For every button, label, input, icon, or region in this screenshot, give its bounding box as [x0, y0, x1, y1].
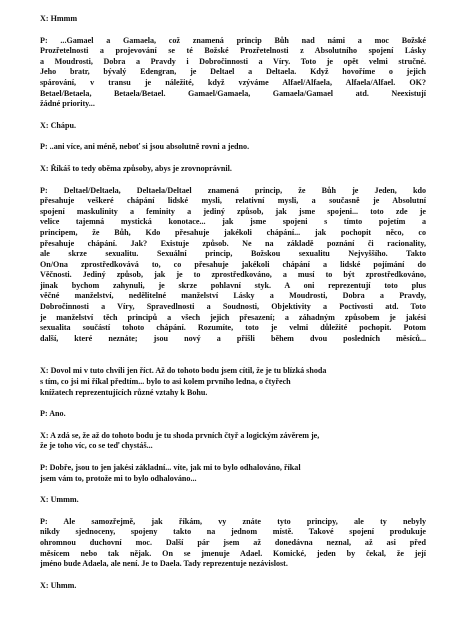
- text-line: X: A zdá se, že až do tohoto bodu je tu shoda prvních čtyř a logickým závěrem je,: [40, 430, 320, 440]
- text-line: a Moudrosti, Dobra a Pravdy i Dobročinnosti a Víry. Toto je opět velmi stručné.: [40, 56, 426, 66]
- paragraph-gap: [40, 131, 426, 142]
- text-line: je manželství těch principů a všech jejich přesazení; a záhadným způsobem je jakési: [40, 312, 426, 322]
- text-line: X: Uhmm.: [40, 580, 77, 590]
- text-line: spojení maskulinity a feminity a jediný způsob, jak jsme spojeni... toto zde je: [40, 206, 426, 216]
- text-line: ohromnou duchovní moc. Další pár jsem až donedávna neznal, až asi před: [40, 537, 426, 547]
- text-line: Prozřetelnosti a projevování se té Božské Prozřetelnosti z Absolutního spojení Lásky: [40, 46, 426, 56]
- text-line: sexualita součástí tohoto chápání. Rozumíte, toto je velmi důležité pochopit. Potom: [40, 323, 426, 333]
- paragraph-gap: [40, 355, 426, 366]
- text-line: s tím, co jsi mi říkal předtím... bylo to asi kolem prvního ledna, o čtyřech: [40, 377, 291, 387]
- text-line: jsem vám to, protože mi to bylo odhalováno...: [40, 473, 197, 483]
- text-line: P: ...Gamael a Gamaela, což znamená princip Bůh nad námi a moc Božské: [40, 35, 426, 45]
- text-line: ale skrze sexualitu. Sexuální princip, Božskou sexualitu Nejvyššího. Takto: [40, 249, 426, 259]
- text-line: X: Chápu.: [40, 120, 76, 130]
- text-line: knížatech reprezentujících různé vztahy k Bohu.: [40, 387, 208, 397]
- text-line: že je toho víc, co se teď chystáš...: [40, 441, 153, 451]
- text-line: P: ..ani více, ani méně, neboť si jsou absolutně rovni a jedno.: [40, 142, 250, 152]
- text-line: Betael/Betaela, Betaela/Betael. Gamael/Gamaela, Gamaela/Gamael atd. Neexistují: [40, 88, 426, 98]
- paragraph-gap: [40, 110, 426, 121]
- text-line: X: Říkáš to tedy oběma způsoby, abys je zrovnoprávnil.: [40, 163, 232, 173]
- text-line: spárování, v transu je náležité, když vzýváme Alfael/Alfaela, Alfaela/Alfael. OK?: [40, 77, 426, 87]
- text-line: P: Ano.: [40, 409, 66, 419]
- text-line: žádné priority...: [40, 99, 95, 109]
- paragraph-gap: [40, 175, 426, 186]
- paragraph-gap: [40, 484, 426, 495]
- text-line: přesahuje veškeré chápání lidské mysli, relativní mysli, a současně je Absolutní: [40, 196, 426, 206]
- paragraph-gap: [40, 398, 426, 409]
- text-line: P: Ale samozřejmě, jak říkám, vy znáte tyto principy, ale ty nebyly: [40, 516, 426, 526]
- paragraph-gap: [40, 506, 426, 517]
- text-line: měsícem nebo tak nějak. On se jmenuje Adael. Komické, jeden by čekal, že její: [40, 548, 426, 558]
- paragraph-gap: [40, 452, 426, 463]
- text-line: jméno bude Adaela, ale není. Je to Daela. Tady reprezentuje nezávislost.: [40, 559, 288, 569]
- text-line: Věčnosti. Jediný způsob, jak je to zprostředkováno, a musí to být zprostředkováno,: [40, 270, 426, 280]
- text-line: P: Deltael/Deltaela, Deltaela/Deltael znamená princip, že Bůh je Jeden, kdo: [40, 185, 426, 195]
- text-line: Dobročinnosti a Víry, Spravedlnosti a Soudnosti, Objektivity a Poctivosti atd. Toto: [40, 302, 426, 312]
- text-line: jinak bychom zahynuli, je skrze pohlavní styk. A oni reprezentují toto plus: [40, 280, 426, 290]
- text-line: další, které neznáte; jsou nový a přišli během dvou posledních měsíců...: [40, 333, 426, 343]
- text-line: Jeho bratr, bývalý Edengran, je Deltael a Deltaela. Když hovoříme o jejich: [40, 67, 426, 77]
- text-line: principem, že Bůh, Kdo přesahuje jakékoli chápání... jak pochopit něco, co: [40, 227, 426, 237]
- paragraph-gap: [40, 344, 426, 355]
- text-line: X: Ummm.: [40, 495, 79, 505]
- text-line: velice tajemná mystická konotace... jak jsme spojeni s tímto pojetím a: [40, 217, 426, 227]
- text-line: X: Dovol mi v tuto chvíli jen říct. Až do tohoto bodu jsem cítil, že je tu blízká shoda: [40, 366, 327, 376]
- text-line: nikdy sjednoceny, spojeny takto na jednom místě. Takové spojení produkuje: [40, 527, 426, 537]
- text-line: věčné manželství, nedělitelné manželství Lásky a Moudrosti, Dobra a Pravdy,: [40, 291, 426, 301]
- text-line: X: Hmmm: [40, 14, 78, 23]
- paragraph-gap: [40, 420, 426, 431]
- paragraph-gap: [40, 570, 426, 581]
- text-line: On/Ona zprostředkovává to, co přesahuje jakékoli chápání a lidské pojímání do: [40, 259, 426, 269]
- text-line: přesahuje chápání. Jak? Existuje způsob. Ne na základě poznání či racionality,: [40, 238, 426, 248]
- text-line: P: Dobře, jsou to jen jakési základní... víte, jak mi to bylo odhalováno, říkal: [40, 463, 301, 472]
- paragraph-gap: [40, 153, 426, 164]
- paragraph-gap: [40, 25, 426, 36]
